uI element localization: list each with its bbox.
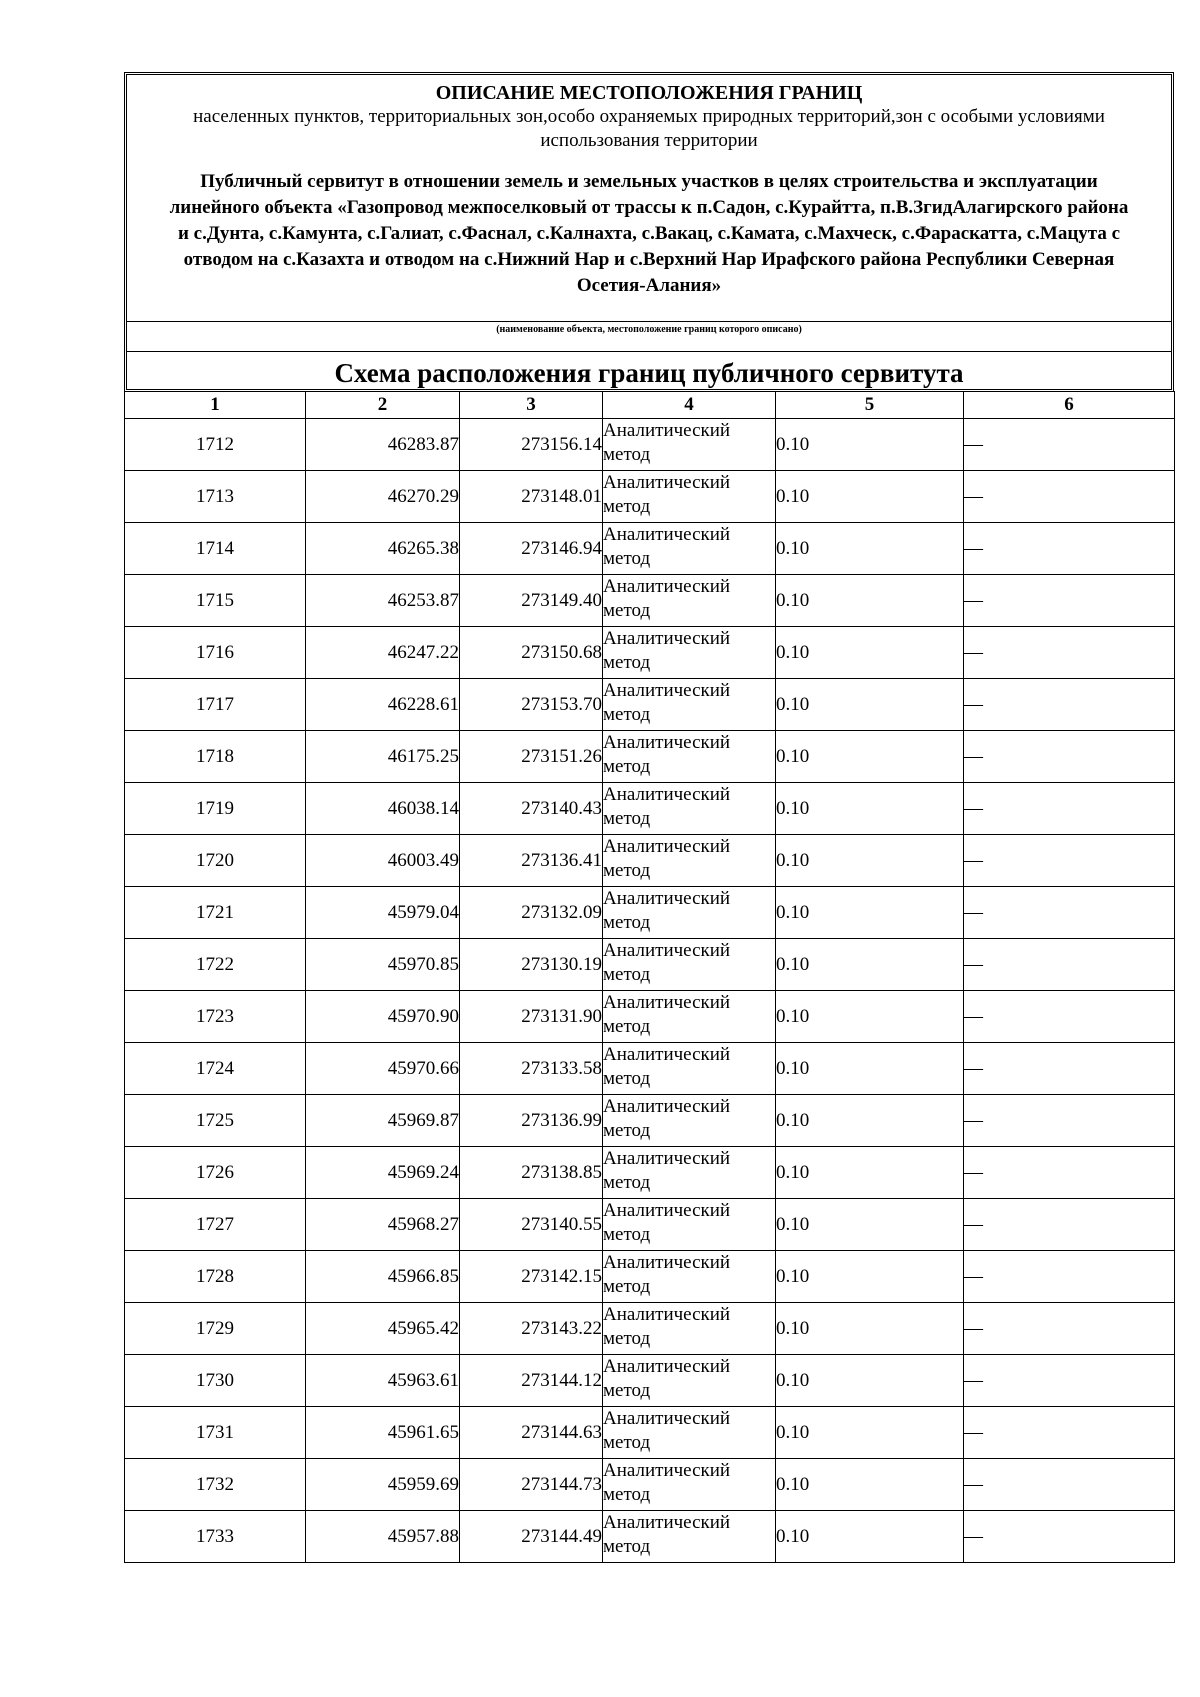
y-coordinate-cell: 273144.49 bbox=[460, 1511, 603, 1563]
description-cell: — bbox=[964, 1407, 1175, 1459]
x-coordinate-cell: 46247.22 bbox=[306, 627, 460, 679]
header-divider bbox=[127, 351, 1171, 352]
method-cell: Аналитический метод bbox=[603, 419, 776, 471]
description-cell: — bbox=[964, 887, 1175, 939]
table-row bbox=[125, 679, 1175, 731]
y-coordinate-cell: 273136.41 bbox=[460, 835, 603, 887]
method-cell: Аналитический метод bbox=[603, 991, 776, 1043]
accuracy-cell: 0.10 bbox=[776, 1251, 964, 1303]
description-cell: — bbox=[964, 1251, 1175, 1303]
point-number-cell: 1728 bbox=[125, 1251, 306, 1303]
point-number-cell: 1712 bbox=[125, 419, 306, 471]
x-coordinate-cell: 46253.87 bbox=[306, 575, 460, 627]
x-coordinate-cell: 45965.42 bbox=[306, 1303, 460, 1355]
x-coordinate-cell: 46265.38 bbox=[306, 523, 460, 575]
object-name: Публичный сервитут в отношении земель и земельных участков в целях строительства и эксплуатации линейного объекта «Газопровод межпоселковый от трассы к п.Садон, с.Курайтта, п.В.ЗгидАлагирского района и с.Дунта, с.Камунта, с.Галиат, с.Фаснал, с.Калнахта, с.Вакац, с.Камата, с.Махческ, с.Фараскатта, с.Мацута с отводом на с.Казахта и отводом на с.Нижний Нар и с.Верхний Нар Ирафского района Республики Северная Осетия-Алания» bbox=[169, 171, 1129, 296]
accuracy-cell: 0.10 bbox=[776, 1043, 964, 1095]
method-cell: Аналитический метод bbox=[603, 1147, 776, 1199]
point-number-cell: 1731 bbox=[125, 1407, 306, 1459]
table-row bbox=[125, 939, 1175, 991]
column-header: 1 bbox=[125, 392, 306, 419]
point-number-cell: 1714 bbox=[125, 523, 306, 575]
method-cell: Аналитический метод bbox=[603, 1511, 776, 1563]
table-row bbox=[125, 1459, 1175, 1511]
y-coordinate-cell: 273130.19 bbox=[460, 939, 603, 991]
table-row bbox=[125, 1147, 1175, 1199]
accuracy-cell: 0.10 bbox=[776, 627, 964, 679]
accuracy-cell: 0.10 bbox=[776, 1511, 964, 1563]
table-row bbox=[125, 731, 1175, 783]
y-coordinate-cell: 273149.40 bbox=[460, 575, 603, 627]
accuracy-cell: 0.10 bbox=[776, 887, 964, 939]
method-cell: Аналитический метод bbox=[603, 783, 776, 835]
x-coordinate-cell: 46003.49 bbox=[306, 835, 460, 887]
y-coordinate-cell: 273150.68 bbox=[460, 627, 603, 679]
accuracy-cell: 0.10 bbox=[776, 731, 964, 783]
method-cell: Аналитический метод bbox=[603, 575, 776, 627]
y-coordinate-cell: 273143.22 bbox=[460, 1303, 603, 1355]
table-body bbox=[125, 419, 1175, 1563]
accuracy-cell: 0.10 bbox=[776, 1459, 964, 1511]
y-coordinate-cell: 273156.14 bbox=[460, 419, 603, 471]
column-header: 2 bbox=[306, 392, 460, 419]
method-cell: Аналитический метод bbox=[603, 835, 776, 887]
accuracy-cell: 0.10 bbox=[776, 1303, 964, 1355]
document-header bbox=[124, 72, 1174, 392]
y-coordinate-cell: 273133.58 bbox=[460, 1043, 603, 1095]
x-coordinate-cell: 45957.88 bbox=[306, 1511, 460, 1563]
y-coordinate-cell: 273144.12 bbox=[460, 1355, 603, 1407]
description-cell: — bbox=[964, 1303, 1175, 1355]
x-coordinate-cell: 45970.66 bbox=[306, 1043, 460, 1095]
description-cell: — bbox=[964, 471, 1175, 523]
y-coordinate-cell: 273131.90 bbox=[460, 991, 603, 1043]
column-header: 5 bbox=[776, 392, 964, 419]
x-coordinate-cell: 45970.85 bbox=[306, 939, 460, 991]
x-coordinate-cell: 46228.61 bbox=[306, 679, 460, 731]
y-coordinate-cell: 273138.85 bbox=[460, 1147, 603, 1199]
description-cell: — bbox=[964, 1043, 1175, 1095]
document-subtitle: населенных пунктов, территориальных зон,особо охраняемых природных территорий,зон с особыми условиями использования территории bbox=[193, 106, 1105, 151]
table-row bbox=[125, 887, 1175, 939]
table-row bbox=[125, 1407, 1175, 1459]
table-header-row bbox=[125, 392, 1175, 419]
point-number-cell: 1717 bbox=[125, 679, 306, 731]
coordinates-table bbox=[124, 391, 1175, 1563]
method-cell: Аналитический метод bbox=[603, 731, 776, 783]
table-row bbox=[125, 627, 1175, 679]
table-row bbox=[125, 523, 1175, 575]
x-coordinate-cell: 45959.69 bbox=[306, 1459, 460, 1511]
point-number-cell: 1723 bbox=[125, 991, 306, 1043]
x-coordinate-cell: 46038.14 bbox=[306, 783, 460, 835]
method-cell: Аналитический метод bbox=[603, 627, 776, 679]
x-coordinate-cell: 45963.61 bbox=[306, 1355, 460, 1407]
accuracy-cell: 0.10 bbox=[776, 1147, 964, 1199]
accuracy-cell: 0.10 bbox=[776, 835, 964, 887]
description-cell: — bbox=[964, 1199, 1175, 1251]
x-coordinate-cell: 46175.25 bbox=[306, 731, 460, 783]
method-cell: Аналитический метод bbox=[603, 523, 776, 575]
description-cell: — bbox=[964, 523, 1175, 575]
point-number-cell: 1729 bbox=[125, 1303, 306, 1355]
y-coordinate-cell: 273140.55 bbox=[460, 1199, 603, 1251]
table-row bbox=[125, 575, 1175, 627]
description-cell: — bbox=[964, 679, 1175, 731]
accuracy-cell: 0.10 bbox=[776, 991, 964, 1043]
method-cell: Аналитический метод bbox=[603, 1199, 776, 1251]
point-number-cell: 1726 bbox=[125, 1147, 306, 1199]
method-cell: Аналитический метод bbox=[603, 1251, 776, 1303]
method-cell: Аналитический метод bbox=[603, 1043, 776, 1095]
table-row bbox=[125, 1511, 1175, 1563]
method-cell: Аналитический метод bbox=[603, 471, 776, 523]
point-number-cell: 1722 bbox=[125, 939, 306, 991]
point-number-cell: 1713 bbox=[125, 471, 306, 523]
y-coordinate-cell: 273136.99 bbox=[460, 1095, 603, 1147]
x-coordinate-cell: 45966.85 bbox=[306, 1251, 460, 1303]
accuracy-cell: 0.10 bbox=[776, 1407, 964, 1459]
accuracy-cell: 0.10 bbox=[776, 523, 964, 575]
description-cell: — bbox=[964, 575, 1175, 627]
table-row bbox=[125, 471, 1175, 523]
description-cell: — bbox=[964, 783, 1175, 835]
y-coordinate-cell: 273142.15 bbox=[460, 1251, 603, 1303]
accuracy-cell: 0.10 bbox=[776, 679, 964, 731]
y-coordinate-cell: 273140.43 bbox=[460, 783, 603, 835]
method-cell: Аналитический метод bbox=[603, 887, 776, 939]
table-row bbox=[125, 783, 1175, 835]
description-cell: — bbox=[964, 1147, 1175, 1199]
y-coordinate-cell: 273144.63 bbox=[460, 1407, 603, 1459]
point-number-cell: 1716 bbox=[125, 627, 306, 679]
description-cell: — bbox=[964, 731, 1175, 783]
column-header: 3 bbox=[460, 392, 603, 419]
method-cell: Аналитический метод bbox=[603, 939, 776, 991]
y-coordinate-cell: 273151.26 bbox=[460, 731, 603, 783]
x-coordinate-cell: 45970.90 bbox=[306, 991, 460, 1043]
point-number-cell: 1719 bbox=[125, 783, 306, 835]
accuracy-cell: 0.10 bbox=[776, 575, 964, 627]
x-coordinate-cell: 45979.04 bbox=[306, 887, 460, 939]
scheme-title: Схема расположения границ публичного сервитута bbox=[334, 358, 964, 388]
method-cell: Аналитический метод bbox=[603, 1459, 776, 1511]
point-number-cell: 1720 bbox=[125, 835, 306, 887]
table-row bbox=[125, 835, 1175, 887]
document-title: ОПИСАНИЕ МЕСТОПОЛОЖЕНИЯ ГРАНИЦ bbox=[435, 82, 863, 104]
accuracy-cell: 0.10 bbox=[776, 939, 964, 991]
y-coordinate-cell: 273132.09 bbox=[460, 887, 603, 939]
table-row bbox=[125, 1355, 1175, 1407]
point-number-cell: 1727 bbox=[125, 1199, 306, 1251]
object-name-caption: (наименование объекта, местоположение границ которого описано) bbox=[496, 324, 802, 335]
method-cell: Аналитический метод bbox=[603, 1095, 776, 1147]
table-row bbox=[125, 1199, 1175, 1251]
description-cell: — bbox=[964, 1511, 1175, 1563]
header-divider bbox=[127, 321, 1171, 322]
column-header: 6 bbox=[964, 392, 1175, 419]
y-coordinate-cell: 273148.01 bbox=[460, 471, 603, 523]
y-coordinate-cell: 273144.73 bbox=[460, 1459, 603, 1511]
x-coordinate-cell: 46270.29 bbox=[306, 471, 460, 523]
point-number-cell: 1718 bbox=[125, 731, 306, 783]
y-coordinate-cell: 273146.94 bbox=[460, 523, 603, 575]
point-number-cell: 1724 bbox=[125, 1043, 306, 1095]
column-header: 4 bbox=[603, 392, 776, 419]
x-coordinate-cell: 45969.24 bbox=[306, 1147, 460, 1199]
method-cell: Аналитический метод bbox=[603, 1407, 776, 1459]
description-cell: — bbox=[964, 627, 1175, 679]
table-row bbox=[125, 1043, 1175, 1095]
accuracy-cell: 0.10 bbox=[776, 1095, 964, 1147]
x-coordinate-cell: 45968.27 bbox=[306, 1199, 460, 1251]
point-number-cell: 1721 bbox=[125, 887, 306, 939]
description-cell: — bbox=[964, 1095, 1175, 1147]
table-row bbox=[125, 1095, 1175, 1147]
x-coordinate-cell: 45969.87 bbox=[306, 1095, 460, 1147]
point-number-cell: 1732 bbox=[125, 1459, 306, 1511]
description-cell: — bbox=[964, 1459, 1175, 1511]
accuracy-cell: 0.10 bbox=[776, 419, 964, 471]
table-row bbox=[125, 991, 1175, 1043]
accuracy-cell: 0.10 bbox=[776, 471, 964, 523]
description-cell: — bbox=[964, 991, 1175, 1043]
description-cell: — bbox=[964, 1355, 1175, 1407]
point-number-cell: 1725 bbox=[125, 1095, 306, 1147]
description-cell: — bbox=[964, 419, 1175, 471]
accuracy-cell: 0.10 bbox=[776, 1355, 964, 1407]
method-cell: Аналитический метод bbox=[603, 679, 776, 731]
table-row bbox=[125, 1303, 1175, 1355]
y-coordinate-cell: 273153.70 bbox=[460, 679, 603, 731]
point-number-cell: 1730 bbox=[125, 1355, 306, 1407]
description-cell: — bbox=[964, 835, 1175, 887]
method-cell: Аналитический метод bbox=[603, 1355, 776, 1407]
x-coordinate-cell: 46283.87 bbox=[306, 419, 460, 471]
table-row bbox=[125, 1251, 1175, 1303]
description-cell: — bbox=[964, 939, 1175, 991]
accuracy-cell: 0.10 bbox=[776, 1199, 964, 1251]
method-cell: Аналитический метод bbox=[603, 1303, 776, 1355]
point-number-cell: 1733 bbox=[125, 1511, 306, 1563]
point-number-cell: 1715 bbox=[125, 575, 306, 627]
table-row bbox=[125, 419, 1175, 471]
x-coordinate-cell: 45961.65 bbox=[306, 1407, 460, 1459]
accuracy-cell: 0.10 bbox=[776, 783, 964, 835]
